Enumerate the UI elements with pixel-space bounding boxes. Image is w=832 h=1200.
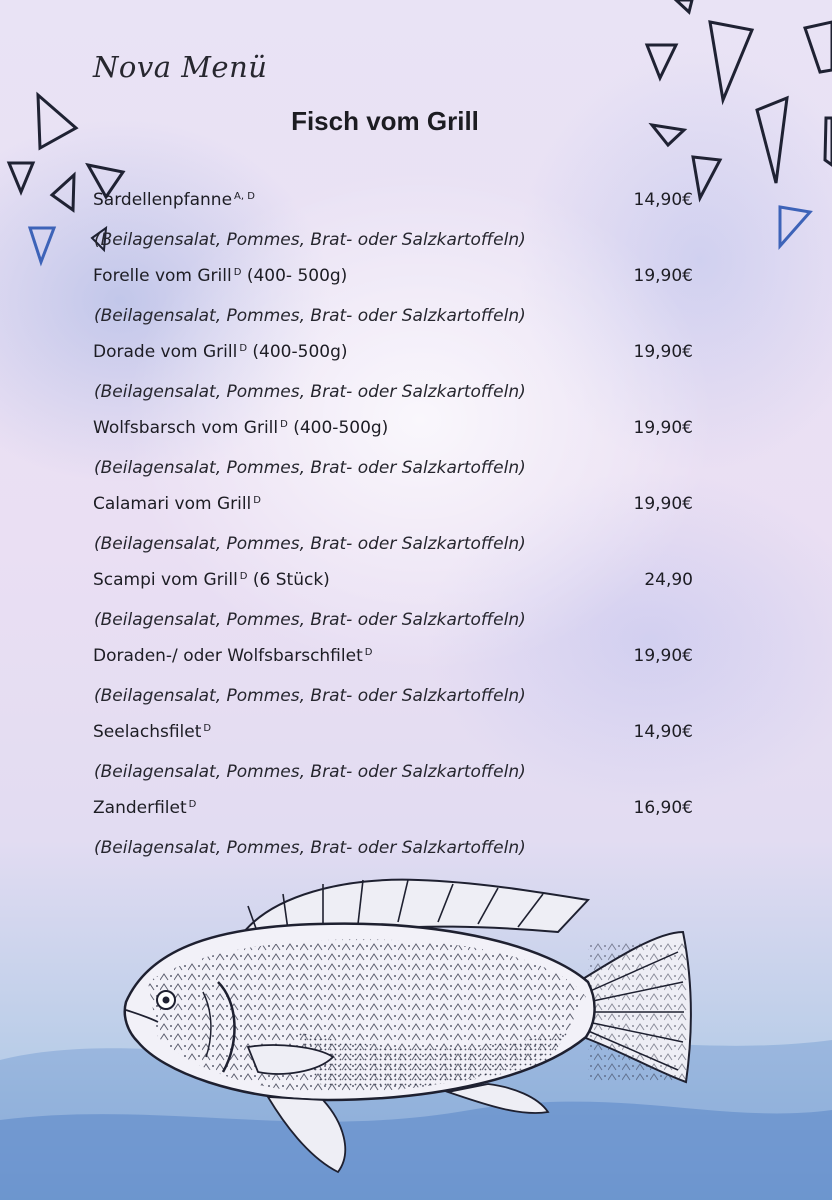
menu-item-price: 19,90€ bbox=[633, 646, 693, 666]
triangle-decoration bbox=[9, 163, 33, 192]
dish-name: Doraden-/ oder Wolfsbarschfilet bbox=[93, 646, 363, 666]
dish-name: Zanderfilet bbox=[93, 798, 187, 818]
dish-size: (6 Stück) bbox=[247, 570, 330, 590]
menu-item-price: 19,90€ bbox=[633, 418, 693, 438]
menu-item bbox=[93, 342, 703, 418]
allergen-code: A, D bbox=[234, 191, 255, 202]
menu-item-sides: (Beilagensalat, Pommes, Brat- oder Salzkartoffeln) bbox=[94, 306, 526, 326]
menu-item-name bbox=[93, 722, 211, 742]
allergen-code: D bbox=[239, 571, 248, 582]
menu-item-sides: (Beilagensalat, Pommes, Brat- oder Salzkartoffeln) bbox=[94, 762, 526, 782]
menu-item-sides: (Beilagensalat, Pommes, Brat- oder Salzkartoffeln) bbox=[94, 534, 526, 554]
allergen-code: D bbox=[188, 799, 197, 810]
menu-item-price: 24,90 bbox=[644, 570, 693, 590]
section-heading: Fisch vom Grill bbox=[291, 106, 479, 136]
dish-size: (400- 500g) bbox=[241, 266, 348, 286]
triangle-decoration bbox=[52, 175, 74, 210]
allergen-code: D bbox=[364, 647, 373, 658]
menu-item-sides: (Beilagensalat, Pommes, Brat- oder Salzkartoffeln) bbox=[94, 382, 526, 402]
triangle-decoration bbox=[805, 22, 832, 72]
menu-list bbox=[93, 190, 703, 874]
menu-item bbox=[93, 798, 703, 874]
menu-item-name bbox=[93, 798, 196, 818]
dish-name: Wolfsbarsch vom Grill bbox=[93, 418, 279, 438]
menu-item-sides: (Beilagensalat, Pommes, Brat- oder Salzkartoffeln) bbox=[94, 686, 526, 706]
menu-item-price: 14,90€ bbox=[633, 722, 693, 742]
menu-item bbox=[93, 722, 703, 798]
dish-name: Scampi vom Grill bbox=[93, 570, 238, 590]
dish-name: Forelle vom Grill bbox=[93, 266, 232, 286]
dish-name: Sardellenpfanne bbox=[93, 190, 233, 210]
menu-item-name bbox=[93, 342, 348, 362]
menu-item-name bbox=[93, 570, 330, 590]
dish-size: (400-500g) bbox=[287, 418, 389, 438]
menu-item bbox=[93, 418, 703, 494]
menu-item bbox=[93, 266, 703, 342]
menu-item-price: 19,90€ bbox=[633, 266, 693, 286]
menu-item bbox=[93, 570, 703, 646]
menu-item-price: 14,90€ bbox=[633, 190, 693, 210]
menu-title: Nova Menü bbox=[93, 50, 268, 84]
menu-item-price: 19,90€ bbox=[633, 342, 693, 362]
menu-item-name bbox=[93, 418, 388, 438]
fish-illustration bbox=[118, 872, 698, 1182]
triangle-decoration bbox=[676, 0, 692, 12]
triangle-decoration bbox=[710, 22, 752, 100]
menu-item bbox=[93, 190, 703, 266]
allergen-code: D bbox=[233, 267, 242, 278]
allergen-code: D bbox=[239, 343, 248, 354]
triangle-decoration bbox=[825, 118, 832, 165]
menu-item-name bbox=[93, 646, 372, 666]
menu-item-price: 19,90€ bbox=[633, 494, 693, 514]
triangle-decoration bbox=[30, 228, 54, 262]
allergen-code: D bbox=[280, 419, 288, 430]
menu-item-sides: (Beilagensalat, Pommes, Brat- oder Salzkartoffeln) bbox=[94, 610, 526, 630]
triangle-decoration bbox=[780, 207, 810, 246]
menu-item-sides: (Beilagensalat, Pommes, Brat- oder Salzkartoffeln) bbox=[94, 458, 526, 478]
menu-item-sides: (Beilagensalat, Pommes, Brat- oder Salzkartoffeln) bbox=[94, 230, 526, 250]
triangle-decoration bbox=[647, 45, 676, 78]
allergen-code: D bbox=[203, 723, 212, 734]
menu-item-sides: (Beilagensalat, Pommes, Brat- oder Salzkartoffeln) bbox=[94, 838, 526, 858]
dish-name: Dorade vom Grill bbox=[93, 342, 238, 362]
menu-item-name bbox=[93, 266, 347, 286]
menu-item-name bbox=[93, 190, 255, 210]
menu-item bbox=[93, 494, 703, 570]
dish-size: (400-500g) bbox=[247, 342, 348, 362]
menu-item-price: 16,90€ bbox=[633, 798, 693, 818]
dish-name: Calamari vom Grill bbox=[93, 494, 252, 514]
dish-name: Seelachsfilet bbox=[93, 722, 202, 742]
allergen-code: D bbox=[253, 495, 261, 506]
menu-item bbox=[93, 646, 703, 722]
menu-item-name bbox=[93, 494, 261, 514]
